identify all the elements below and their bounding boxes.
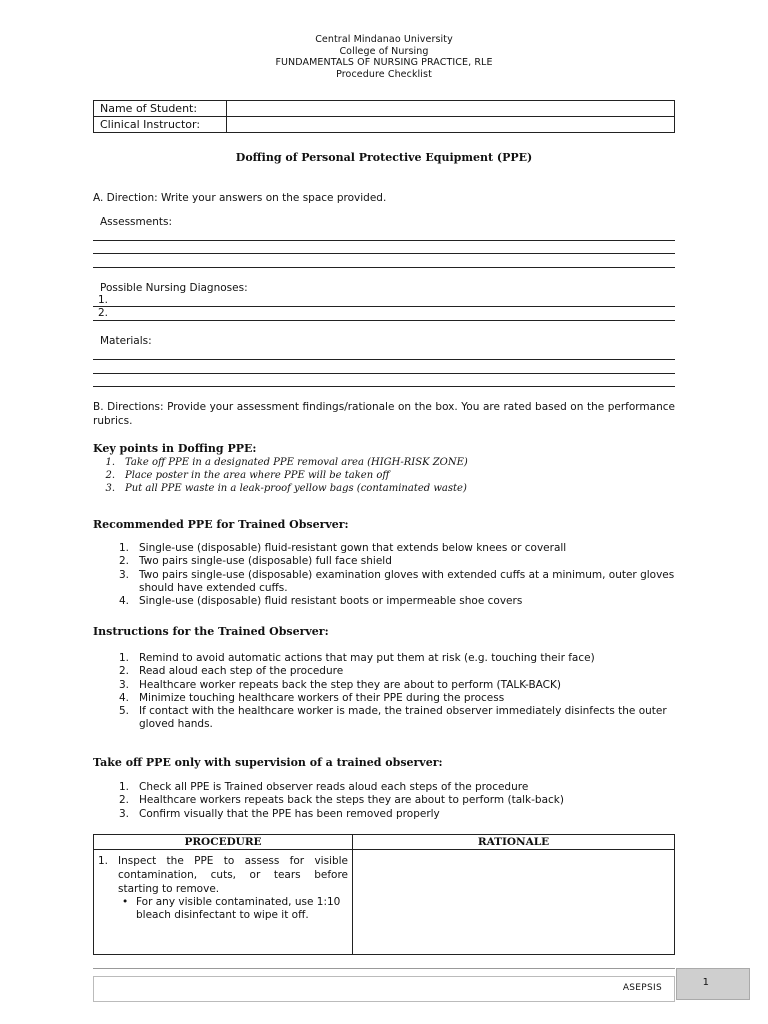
course-title: FUNDAMENTALS OF NURSING PRACTICE, RLE (275, 57, 493, 68)
document-type: Procedure Checklist (336, 68, 432, 80)
clinical-instructor-field[interactable] (227, 117, 675, 133)
supervision-heading: Take off PPE only with supervision of a trained observer: (93, 756, 443, 769)
student-info-table (93, 100, 675, 133)
bullet-icon: • (122, 896, 129, 908)
assessments-line-1[interactable] (93, 240, 675, 241)
diagnosis-1-number: 1. (98, 294, 109, 306)
footer-label: ASEPSIS (622, 983, 662, 993)
section-b-direction: B. Directions: Provide your assessment findings/rationale on the box. You are rated based on the performance rubrics. (93, 401, 675, 427)
diagnosis-2-number: 2. (98, 307, 109, 319)
list-item: 1. Check all PPE is Trained observer reads aloud each steps of the procedure (118, 781, 529, 793)
page-number: 1 (702, 977, 709, 988)
supervision-list (93, 781, 675, 821)
instructions-list (93, 652, 675, 732)
recommended-ppe-heading: Recommended PPE for Trained Observer: (93, 518, 349, 531)
rationale-cell[interactable] (353, 850, 675, 955)
list-item: 1. Single-use (disposable) fluid-resistant gown that extends below knees or coverall (118, 542, 567, 554)
student-name-field[interactable] (227, 101, 675, 117)
student-name-label: Name of Student: (94, 101, 227, 117)
diagnosis-line-2[interactable] (93, 320, 675, 321)
document-title: Doffing of Personal Protective Equipment (PPE) (235, 151, 533, 164)
procedure-cell (94, 850, 353, 955)
instructions-heading: Instructions for the Trained Observer: (93, 625, 329, 638)
document-header (0, 34, 768, 80)
list-item: 3. Healthcare worker repeats back the step they are about to perform (TALK-BACK) (118, 678, 561, 691)
materials-line-1[interactable] (93, 359, 675, 360)
list-item: 3. Put all PPE waste in a leak-proof yellow bags (contaminated waste) (105, 483, 467, 494)
list-item: 1. Remind to avoid automatic actions that may put them at risk (e.g. touching their face) (118, 652, 595, 664)
list-item: 4. Single-use (disposable) fluid resistant boots or impermeable shoe covers (118, 595, 523, 608)
materials-line-3[interactable] (93, 386, 675, 387)
section-a-direction: A. Direction: Write your answers on the space provided. (93, 192, 387, 204)
procedure-step: 1. Inspect the PPE to assess for visible contamination, cuts, or tears before starting to remove. (98, 855, 348, 895)
university-name: Central Mindanao University (315, 34, 453, 45)
list-item: 3. Confirm visually that the PPE has been removed properly (118, 807, 440, 820)
list-item: 2. Two pairs single-use (disposable) full face shield (118, 555, 392, 568)
clinical-instructor-label: Clinical Instructor: (94, 117, 227, 133)
footer-divider (93, 968, 675, 969)
key-points-list (93, 456, 675, 495)
list-item: 4. Minimize touching healthcare workers of their PPE during the process (118, 691, 505, 704)
key-points-heading: Key points in Doffing PPE: (93, 442, 257, 455)
diagnoses-label: Possible Nursing Diagnoses: (100, 282, 248, 294)
assessments-line-3[interactable] (93, 267, 675, 268)
rationale-column-header: RATIONALE (353, 835, 675, 850)
procedure-bullet: • For any visible contaminated, use 1:10 bleach disinfectant to wipe it off. (122, 896, 341, 921)
list-item: 2. Place poster in the area where PPE will be taken off (105, 470, 390, 481)
list-item: 5. If contact with the healthcare worker is made, the trained observer immediately disinfects the outer gloved hands. (118, 705, 667, 731)
list-item: 3. Two pairs single-use (disposable) examination gloves with extended cuffs at a minimum, outer gloves should have extended cuffs. (118, 568, 675, 594)
materials-label: Materials: (100, 335, 152, 347)
procedure-column-header: PROCEDURE (94, 835, 353, 850)
college-name: College of Nursing (339, 45, 429, 57)
procedure-table (93, 834, 675, 955)
diagnosis-line-1[interactable] (93, 306, 675, 307)
list-item: 2. Healthcare workers repeats back the steps they are about to perform (talk-back) (118, 794, 564, 807)
list-item: 1. Take off PPE in a designated PPE removal area (HIGH-RISK ZONE) (105, 457, 468, 468)
table-row (94, 850, 675, 955)
recommended-ppe-list (93, 542, 675, 608)
page-number-box (676, 968, 750, 1000)
assessments-label: Assessments: (100, 216, 172, 228)
assessments-line-2[interactable] (93, 253, 675, 254)
list-item: 2. Read aloud each step of the procedure (118, 665, 344, 678)
materials-line-2[interactable] (93, 373, 675, 374)
footer (93, 976, 675, 1002)
